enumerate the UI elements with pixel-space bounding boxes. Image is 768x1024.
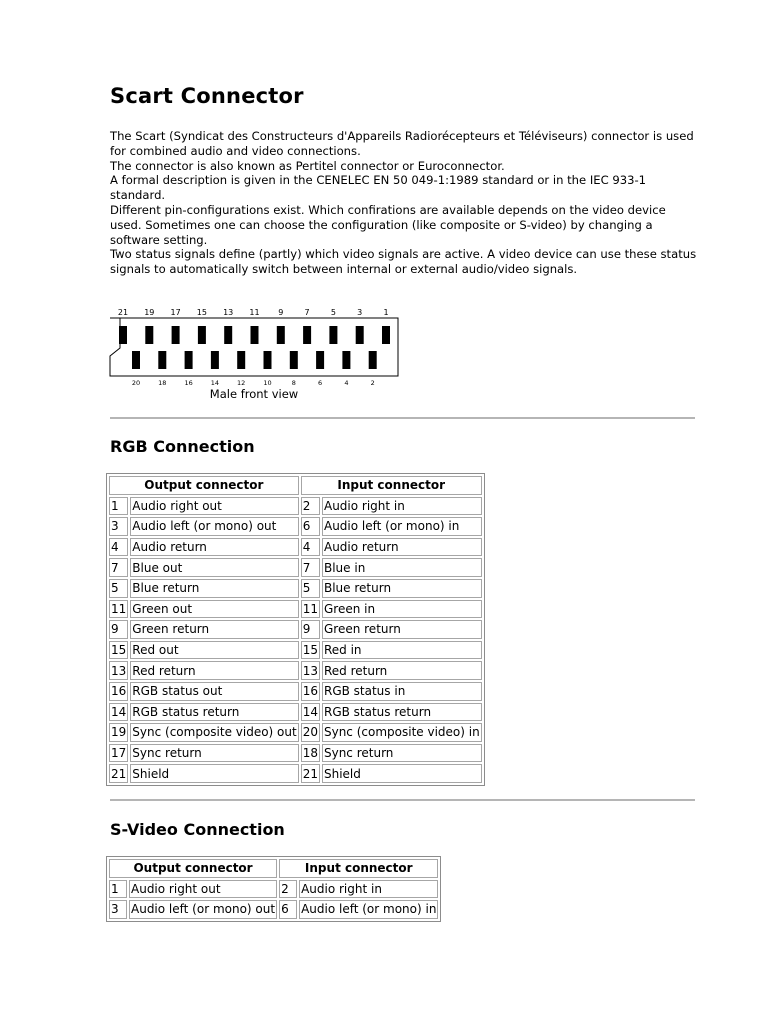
output-pin-number: 21 — [109, 764, 128, 783]
output-signal: Audio right out — [130, 497, 298, 516]
top-pin-label: 19 — [144, 308, 155, 317]
bottom-pin — [290, 351, 298, 369]
input-pin-number: 7 — [301, 558, 320, 577]
output-pin-number: 15 — [109, 641, 128, 660]
output-pin-number: 3 — [109, 517, 128, 536]
bottom-pin-label: 20 — [131, 379, 141, 387]
input-signal: Blue in — [322, 558, 482, 577]
table-row — [109, 620, 482, 639]
top-pin — [277, 326, 285, 344]
table-row — [109, 900, 438, 919]
input-pin-number: 5 — [301, 579, 320, 598]
bottom-pin-label: 8 — [291, 379, 296, 387]
bottom-pin — [342, 351, 350, 369]
table-row — [109, 703, 482, 722]
top-pin — [329, 326, 337, 344]
output-pin-number: 9 — [109, 620, 128, 639]
divider — [110, 417, 695, 419]
table-row — [109, 880, 438, 899]
output-signal: Audio left (or mono) out — [129, 900, 277, 919]
top-pin — [145, 326, 153, 344]
output-connector-header: Output connector — [109, 859, 277, 878]
output-pin-number: 3 — [109, 900, 127, 919]
diagram-caption: Male front view — [209, 387, 299, 400]
input-signal: Audio return — [322, 538, 482, 557]
input-signal: Sync (composite video) in — [322, 723, 482, 742]
input-pin-number: 6 — [279, 900, 297, 919]
scart-pin-diagram — [106, 304, 406, 400]
divider — [110, 799, 695, 801]
input-pin-number: 11 — [301, 600, 320, 619]
table-row — [109, 497, 482, 516]
output-pin-number: 11 — [109, 600, 128, 619]
top-pin-label: 1 — [383, 308, 389, 317]
output-pin-number: 13 — [109, 661, 128, 680]
top-pin-label: 15 — [196, 308, 207, 317]
output-signal: Blue out — [130, 558, 298, 577]
input-connector-header: Input connector — [279, 859, 438, 878]
input-signal: Red in — [322, 641, 482, 660]
bottom-pin — [369, 351, 377, 369]
bottom-pin-label: 2 — [370, 379, 375, 387]
top-pin-label: 13 — [223, 308, 234, 317]
table-row — [109, 558, 482, 577]
table-row — [109, 538, 482, 557]
input-signal: Audio right in — [322, 497, 482, 516]
input-pin-number: 13 — [301, 661, 320, 680]
output-signal: Sync (composite video) out — [130, 723, 298, 742]
table-row — [109, 641, 482, 660]
top-pin-label: 17 — [170, 308, 181, 317]
input-signal: Green return — [322, 620, 482, 639]
output-pin-number: 19 — [109, 723, 128, 742]
input-pin-number: 2 — [301, 497, 320, 516]
bottom-pin-label: 14 — [210, 379, 220, 387]
output-signal: Audio return — [130, 538, 298, 557]
page-title: Scart Connector — [110, 84, 304, 108]
output-pin-number: 16 — [109, 682, 128, 701]
input-signal: RGB status return — [322, 703, 482, 722]
table-row — [109, 661, 482, 680]
top-pin — [172, 326, 180, 344]
table-row — [109, 744, 482, 763]
top-pin-label: 5 — [330, 308, 336, 317]
input-pin-number: 16 — [301, 682, 320, 701]
input-pin-number: 18 — [301, 744, 320, 763]
output-signal: Red return — [130, 661, 298, 680]
bottom-pin — [132, 351, 140, 369]
top-pin — [251, 326, 259, 344]
bottom-pin-label: 4 — [344, 379, 349, 387]
input-signal: Blue return — [322, 579, 482, 598]
top-pin — [303, 326, 311, 344]
bottom-pin-label: 12 — [237, 379, 246, 387]
input-pin-number: 4 — [301, 538, 320, 557]
table-row — [109, 723, 482, 742]
input-signal: Audio right in — [299, 880, 438, 899]
output-pin-number: 14 — [109, 703, 128, 722]
input-signal: Green in — [322, 600, 482, 619]
top-pin-label: 9 — [278, 308, 284, 317]
table-row — [109, 517, 482, 536]
output-signal: Audio right out — [129, 880, 277, 899]
output-signal: Sync return — [130, 744, 298, 763]
output-signal: RGB status return — [130, 703, 298, 722]
output-signal: Red out — [130, 641, 298, 660]
output-connector-header: Output connector — [109, 476, 299, 495]
input-pin-number: 14 — [301, 703, 320, 722]
input-pin-number: 9 — [301, 620, 320, 639]
top-pin-label: 7 — [304, 308, 310, 317]
top-pin — [198, 326, 206, 344]
bottom-pin — [185, 351, 193, 369]
input-connector-header: Input connector — [301, 476, 482, 495]
top-pin-label: 11 — [249, 308, 260, 317]
table-row — [109, 682, 482, 701]
intro-paragraph: The connector is also known as Pertitel connector or Euroconnector. — [110, 158, 505, 173]
input-signal: Red return — [322, 661, 482, 680]
input-pin-number: 21 — [301, 764, 320, 783]
intro-text — [110, 129, 700, 277]
table-row — [109, 600, 482, 619]
bottom-pin — [158, 351, 166, 369]
table-row — [109, 764, 482, 783]
input-signal: Sync return — [322, 744, 482, 763]
rgb-table — [106, 473, 485, 786]
input-pin-number: 20 — [301, 723, 320, 742]
output-signal: Shield — [130, 764, 298, 783]
bottom-pin-label: 18 — [158, 379, 167, 387]
output-signal: RGB status out — [130, 682, 298, 701]
intro-paragraph: Different pin-configurations exist. Which confirations are available depends on the video device used. Sometimes one can choose the configuration (like composite or S-video) by changing a software setting. — [110, 202, 666, 247]
output-pin-number: 1 — [109, 497, 128, 516]
input-pin-number: 2 — [279, 880, 297, 899]
top-pin — [356, 326, 364, 344]
output-pin-number: 7 — [109, 558, 128, 577]
bottom-pin — [264, 351, 272, 369]
bottom-pin — [211, 351, 219, 369]
input-signal: Shield — [322, 764, 482, 783]
intro-paragraph: Two status signals define (partly) which video signals are active. A video device can use these status signals to automatically switch between internal or external audio/video signals. — [110, 247, 697, 277]
input-pin-number: 15 — [301, 641, 320, 660]
table-row — [109, 579, 482, 598]
bottom-pin — [237, 351, 245, 369]
bottom-pin — [316, 351, 324, 369]
bottom-pin-label: 16 — [184, 379, 193, 387]
output-signal: Green out — [130, 600, 298, 619]
svideo-heading: S-Video Connection — [110, 820, 285, 839]
intro-paragraph: The Scart (Syndicat des Constructeurs d'Appareils Radiorécepteurs et Téléviseurs) connector is used for combined audio and video connections. — [110, 129, 694, 158]
top-pin-label: 21 — [117, 308, 129, 317]
input-signal: RGB status in — [322, 682, 482, 701]
top-pin — [224, 326, 232, 344]
output-pin-number: 17 — [109, 744, 128, 763]
rgb-heading: RGB Connection — [110, 437, 255, 456]
top-pin — [382, 326, 390, 344]
input-pin-number: 6 — [301, 517, 320, 536]
svideo-table — [106, 856, 441, 922]
top-pin-label: 3 — [357, 308, 363, 317]
bottom-pin-label: 10 — [263, 379, 272, 387]
output-signal: Blue return — [130, 579, 298, 598]
output-signal: Green return — [130, 620, 298, 639]
output-pin-number: 4 — [109, 538, 128, 557]
output-pin-number: 1 — [109, 880, 127, 899]
bottom-pin-label: 6 — [318, 379, 323, 387]
intro-paragraph: A formal description is given in the CENELEC EN 50 049-1:1989 standard or in the IEC 933-1 standard. — [110, 173, 647, 203]
output-pin-number: 5 — [109, 579, 128, 598]
output-signal: Audio left (or mono) out — [130, 517, 298, 536]
input-signal: Audio left (or mono) in — [299, 900, 438, 919]
input-signal: Audio left (or mono) in — [322, 517, 482, 536]
